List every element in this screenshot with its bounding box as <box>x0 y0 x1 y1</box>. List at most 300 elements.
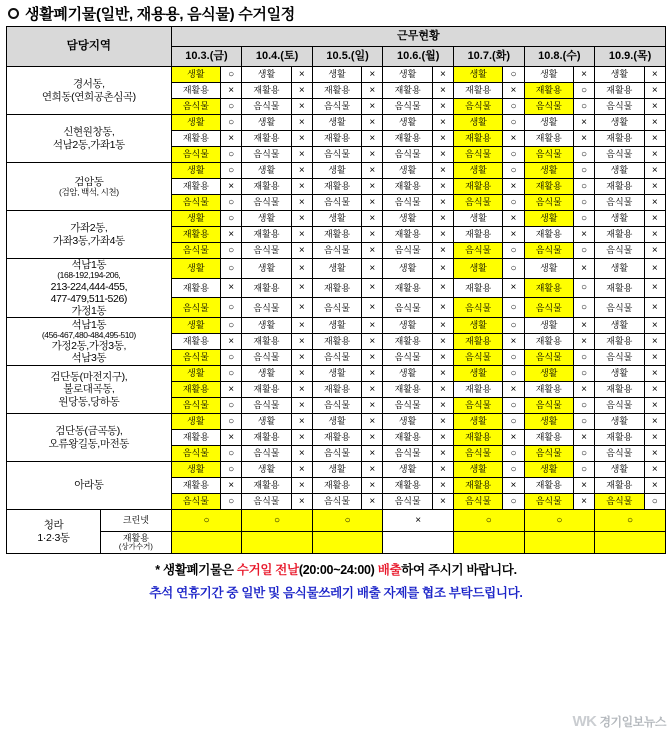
collection-mark-cell: × <box>644 83 665 99</box>
waste-type-cell: 음식물 <box>595 243 644 259</box>
waste-type-cell: 재활용 <box>312 478 361 494</box>
waste-type-cell: 음식물 <box>171 298 220 318</box>
waste-type-cell: 음식물 <box>312 350 361 366</box>
collection-mark-cell: × <box>432 195 453 211</box>
collection-mark-cell: × <box>362 147 383 163</box>
waste-type-cell: 재활용 <box>383 227 432 243</box>
collection-mark-cell: × <box>362 163 383 179</box>
waste-type-cell: 생활 <box>595 115 644 131</box>
collection-mark-cell: × <box>362 67 383 83</box>
collection-mark-cell: × <box>573 227 594 243</box>
collection-mark-cell: × <box>432 163 453 179</box>
waste-type-cell: 생활 <box>453 115 502 131</box>
waste-type-cell: 생활 <box>595 366 644 382</box>
table-row <box>7 67 666 83</box>
collection-mark-cell: ○ <box>573 179 594 195</box>
collection-mark-cell: × <box>503 478 524 494</box>
table-row <box>7 163 666 179</box>
waste-type-cell: 생활 <box>524 462 573 478</box>
collection-mark-cell: × <box>503 278 524 298</box>
waste-type-cell: 생활 <box>312 259 361 279</box>
region-line: 경서동, <box>72 78 105 91</box>
waste-type-cell: 음식물 <box>171 446 220 462</box>
page-title-text: 생활폐기물(일반, 재용용, 음식물) 수거일정 <box>25 5 295 23</box>
waste-type-cell: 음식물 <box>242 99 291 115</box>
waste-type-cell: 생활 <box>383 211 432 227</box>
collection-mark-cell: × <box>291 446 312 462</box>
collection-mark-cell: ○ <box>573 398 594 414</box>
collection-mark-cell: ○ <box>573 462 594 478</box>
collection-mark-cell: × <box>383 510 454 532</box>
waste-type-cell: 생활 <box>242 67 291 83</box>
collection-mark-cell: ○ <box>573 366 594 382</box>
waste-type-cell: 생활 <box>171 318 220 334</box>
collection-mark-cell: × <box>644 131 665 147</box>
waste-type-cell: 재활용 <box>312 278 361 298</box>
collection-mark-cell: ○ <box>171 510 242 532</box>
waste-type-cell: 생활 <box>242 259 291 279</box>
waste-type-cell: 음식물 <box>171 243 220 259</box>
waste-type-cell: 음식물 <box>453 243 502 259</box>
waste-type-cell: 음식물 <box>171 494 220 510</box>
waste-type-cell: 음식물 <box>171 147 220 163</box>
collection-mark-cell: × <box>291 227 312 243</box>
collection-mark-cell: ○ <box>221 243 242 259</box>
region-line: 청라 <box>43 519 64 532</box>
waste-type-cell: 음식물 <box>524 350 573 366</box>
collection-mark-cell: × <box>291 366 312 382</box>
waste-type-cell: 생활 <box>242 318 291 334</box>
collection-mark-cell: × <box>432 179 453 195</box>
collection-mark-cell: ○ <box>221 99 242 115</box>
waste-type-cell: 재활용 <box>453 227 502 243</box>
collection-mark-cell: × <box>432 478 453 494</box>
waste-type-cell: 음식물 <box>171 195 220 211</box>
collection-mark-cell: × <box>644 334 665 350</box>
waste-type-cell: 생활 <box>383 414 432 430</box>
waste-type-cell: 음식물 <box>453 494 502 510</box>
collection-mark-cell: × <box>362 131 383 147</box>
collection-mark-cell: × <box>644 398 665 414</box>
collection-mark-cell: ○ <box>221 195 242 211</box>
collection-mark-cell: × <box>644 298 665 318</box>
collection-mark-cell: × <box>644 67 665 83</box>
waste-type-cell: 생활 <box>312 414 361 430</box>
waste-type-cell: 생활 <box>171 211 220 227</box>
waste-type-cell: 생활 <box>383 462 432 478</box>
collection-mark-cell: ○ <box>595 510 666 532</box>
waste-type-cell: 음식물 <box>524 446 573 462</box>
waste-type-cell: 생활 <box>595 259 644 279</box>
collection-mark-cell: × <box>644 430 665 446</box>
collection-mark-cell: × <box>291 211 312 227</box>
waste-type-cell: 재활용 <box>312 227 361 243</box>
collection-mark-cell: × <box>573 430 594 446</box>
waste-type-cell: 음식물 <box>383 195 432 211</box>
collection-mark-cell: ○ <box>503 414 524 430</box>
waste-type-cell: 재활용 <box>171 382 220 398</box>
collection-mark-cell: ○ <box>503 366 524 382</box>
collection-mark-cell: ○ <box>503 350 524 366</box>
region-line: 오류왕길동,마전동 <box>48 437 130 450</box>
header-day-5: 10.8.(수) <box>524 47 595 67</box>
collection-mark-cell: × <box>362 478 383 494</box>
collection-mark-cell: ○ <box>573 278 594 298</box>
waste-type-cell: 재활용 <box>453 334 502 350</box>
collection-mark-cell: × <box>644 195 665 211</box>
bullet-circle-icon <box>8 8 19 19</box>
collection-mark-cell: × <box>291 298 312 318</box>
collection-mark-cell: × <box>221 382 242 398</box>
table-row <box>7 115 666 131</box>
collection-mark-cell: × <box>644 227 665 243</box>
waste-type-cell: 음식물 <box>242 298 291 318</box>
collection-mark-cell: × <box>362 382 383 398</box>
waste-type-cell: 생활 <box>312 318 361 334</box>
waste-type-cell: 재활용 <box>453 83 502 99</box>
watermark-text: 경기일보뉴스 <box>599 715 666 729</box>
collection-mark-cell: ○ <box>312 510 383 532</box>
collection-mark-cell <box>595 532 666 554</box>
header-day-3: 10.6.(월) <box>383 47 454 67</box>
collection-mark-cell: × <box>291 350 312 366</box>
collection-mark-cell: × <box>291 99 312 115</box>
collection-mark-cell: × <box>362 334 383 350</box>
collection-mark-cell: ○ <box>503 462 524 478</box>
region-line: 가좌3동,가좌4동 <box>52 234 125 247</box>
waste-type-cell: 생활 <box>242 163 291 179</box>
waste-type-cell: 재활용 <box>171 430 220 446</box>
waste-type-cell: 생활 <box>524 259 573 279</box>
waste-type-cell: 재활용 <box>312 334 361 350</box>
waste-type-cell: 음식물 <box>383 298 432 318</box>
waste-type-cell: 재활용 <box>595 278 644 298</box>
collection-mark-cell: ○ <box>503 398 524 414</box>
collection-mark-cell: ○ <box>503 195 524 211</box>
collection-mark-cell: × <box>573 334 594 350</box>
collection-mark-cell: ○ <box>221 259 242 279</box>
collection-mark-cell: ○ <box>221 350 242 366</box>
collection-mark-cell: ○ <box>503 446 524 462</box>
collection-mark-cell: × <box>503 430 524 446</box>
waste-type-cell: 음식물 <box>383 446 432 462</box>
waste-type-cell: 음식물 <box>524 298 573 318</box>
waste-type-cell: 생활 <box>453 211 502 227</box>
collection-mark-cell: × <box>573 131 594 147</box>
collection-mark-cell: × <box>644 179 665 195</box>
header-work-status: 근무현황 <box>171 27 665 47</box>
collection-mark-cell: × <box>362 99 383 115</box>
waste-type-cell: 생활 <box>171 462 220 478</box>
collection-mark-cell: ○ <box>221 298 242 318</box>
cheongna-line-label <box>101 510 172 532</box>
collection-mark-cell: × <box>362 83 383 99</box>
waste-type-cell: 재활용 <box>171 83 220 99</box>
region-line: 아라동 <box>74 479 104 492</box>
collection-mark-cell: ○ <box>221 398 242 414</box>
collection-mark-cell: × <box>221 227 242 243</box>
collection-mark-cell: × <box>503 211 524 227</box>
waste-type-cell: 생활 <box>312 211 361 227</box>
waste-type-cell: 음식물 <box>312 398 361 414</box>
waste-type-cell: 재활용 <box>242 278 291 298</box>
collection-mark-cell: × <box>573 318 594 334</box>
collection-mark-cell: × <box>362 179 383 195</box>
collection-mark-cell: × <box>432 494 453 510</box>
collection-mark-cell: × <box>362 366 383 382</box>
waste-type-cell: 재활용 <box>453 131 502 147</box>
collection-mark-cell: ○ <box>644 494 665 510</box>
region-cell <box>7 67 172 115</box>
collection-mark-cell: ○ <box>503 67 524 83</box>
waste-type-cell: 재활용 <box>524 382 573 398</box>
waste-type-cell: 생활 <box>242 414 291 430</box>
collection-mark-cell: ○ <box>573 243 594 259</box>
collection-mark-cell: × <box>221 278 242 298</box>
collection-mark-cell: × <box>362 115 383 131</box>
waste-type-cell: 재활용 <box>242 382 291 398</box>
table-row <box>7 259 666 279</box>
cheongna-label-line: 재활용 <box>122 533 149 544</box>
collection-mark-cell: × <box>291 382 312 398</box>
waste-type-cell: 재활용 <box>524 227 573 243</box>
waste-type-cell: 음식물 <box>171 398 220 414</box>
collection-mark-cell: × <box>291 334 312 350</box>
waste-type-cell: 음식물 <box>242 494 291 510</box>
waste-type-cell: 음식물 <box>595 446 644 462</box>
note1-part-c: 하여 주시기 바랍니다. <box>401 563 517 578</box>
waste-type-cell: 재활용 <box>595 131 644 147</box>
waste-type-cell: 음식물 <box>242 147 291 163</box>
table-row <box>7 510 666 532</box>
collection-mark-cell: × <box>291 259 312 279</box>
waste-type-cell: 생활 <box>595 163 644 179</box>
header-day-0: 10.3.(금) <box>171 47 242 67</box>
collection-mark-cell: × <box>432 318 453 334</box>
footer-notes <box>0 560 672 601</box>
waste-type-cell: 음식물 <box>453 350 502 366</box>
waste-type-cell: 생활 <box>524 366 573 382</box>
collection-mark-cell: ○ <box>221 211 242 227</box>
waste-type-cell: 음식물 <box>453 398 502 414</box>
waste-type-cell: 음식물 <box>312 147 361 163</box>
waste-type-cell: 생활 <box>383 67 432 83</box>
waste-type-cell: 생활 <box>171 163 220 179</box>
waste-type-cell: 재활용 <box>595 83 644 99</box>
collection-mark-cell: × <box>644 147 665 163</box>
waste-type-cell: 생활 <box>524 211 573 227</box>
waste-type-cell: 재활용 <box>595 179 644 195</box>
collection-mark-cell: × <box>221 478 242 494</box>
collection-mark-cell: × <box>362 398 383 414</box>
collection-mark-cell: × <box>362 462 383 478</box>
waste-type-cell: 음식물 <box>595 298 644 318</box>
region-cell <box>7 115 172 163</box>
waste-type-cell: 재활용 <box>242 227 291 243</box>
collection-mark-cell: × <box>221 131 242 147</box>
waste-type-cell: 음식물 <box>171 350 220 366</box>
header-day-6: 10.9.(목) <box>595 47 666 67</box>
region-line: 원당동,당하동 <box>58 395 120 408</box>
waste-type-cell: 생활 <box>312 462 361 478</box>
collection-mark-cell: × <box>221 179 242 195</box>
collection-mark-cell: × <box>291 147 312 163</box>
collection-mark-cell: × <box>432 398 453 414</box>
waste-type-cell: 생활 <box>171 259 220 279</box>
collection-mark-cell: × <box>432 227 453 243</box>
region-line: 신현원창동, <box>63 126 115 139</box>
collection-mark-cell: × <box>503 83 524 99</box>
waste-type-cell: 음식물 <box>312 195 361 211</box>
collection-mark-cell: × <box>362 259 383 279</box>
waste-type-cell: 생활 <box>171 366 220 382</box>
waste-type-cell: 생활 <box>171 67 220 83</box>
collection-mark-cell: ○ <box>573 99 594 115</box>
region-cell <box>7 163 172 211</box>
collection-mark-cell: × <box>291 398 312 414</box>
collection-mark-cell: × <box>432 366 453 382</box>
collection-mark-cell: × <box>291 67 312 83</box>
waste-type-cell: 재활용 <box>453 478 502 494</box>
region-line: 477-479,511-526) <box>50 292 127 305</box>
collection-mark-cell: × <box>644 350 665 366</box>
waste-type-cell: 음식물 <box>242 398 291 414</box>
waste-type-cell: 생활 <box>383 366 432 382</box>
page-title <box>0 0 672 26</box>
waste-type-cell: 재활용 <box>242 179 291 195</box>
waste-type-cell: 생활 <box>453 163 502 179</box>
waste-type-cell: 음식물 <box>242 446 291 462</box>
waste-type-cell: 재활용 <box>453 179 502 195</box>
waste-type-cell: 음식물 <box>524 147 573 163</box>
table-row <box>7 532 666 554</box>
note-line-2: 추석 연휴기간 중 일반 및 음식물쓰레기 배출 자제를 협조 부탁드립니다. <box>149 586 523 601</box>
waste-type-cell: 음식물 <box>524 494 573 510</box>
waste-type-cell: 생활 <box>383 259 432 279</box>
collection-mark-cell: × <box>362 318 383 334</box>
collection-mark-cell: × <box>221 334 242 350</box>
watermark <box>572 713 666 730</box>
collection-mark-cell: × <box>362 494 383 510</box>
waste-type-cell: 생활 <box>524 318 573 334</box>
collection-mark-cell: ○ <box>573 350 594 366</box>
waste-type-cell: 생활 <box>171 414 220 430</box>
collection-mark-cell: ○ <box>221 163 242 179</box>
waste-type-cell: 재활용 <box>171 334 220 350</box>
collection-mark-cell: × <box>291 462 312 478</box>
collection-mark-cell: ○ <box>573 298 594 318</box>
waste-type-cell: 생활 <box>312 163 361 179</box>
header-region: 담당지역 <box>7 27 172 67</box>
collection-mark-cell: × <box>221 83 242 99</box>
waste-type-cell: 음식물 <box>524 99 573 115</box>
waste-type-cell: 재활용 <box>383 334 432 350</box>
waste-type-cell: 생활 <box>312 366 361 382</box>
table-row <box>7 366 666 382</box>
waste-type-cell: 생활 <box>453 414 502 430</box>
collection-mark-cell <box>524 532 595 554</box>
waste-type-cell: 재활용 <box>524 179 573 195</box>
region-line: 석남1동 <box>71 259 107 271</box>
waste-type-cell: 재활용 <box>524 478 573 494</box>
waste-type-cell: 음식물 <box>453 195 502 211</box>
region-line: (검암, 백석, 시천) <box>59 186 119 197</box>
header-day-4: 10.7.(화) <box>453 47 524 67</box>
collection-mark-cell: × <box>362 227 383 243</box>
waste-type-cell: 음식물 <box>383 494 432 510</box>
region-line: 가정1동 <box>71 304 107 317</box>
table-row <box>7 211 666 227</box>
waste-type-cell: 재활용 <box>524 83 573 99</box>
waste-type-cell: 재활용 <box>242 334 291 350</box>
collection-mark-cell: × <box>291 195 312 211</box>
region-line: (456-467,480-484,495-510) <box>41 329 136 340</box>
waste-type-cell: 재활용 <box>171 227 220 243</box>
waste-type-cell: 생활 <box>383 115 432 131</box>
region-line: 가정2동,가정3동, <box>51 340 127 353</box>
region-line: 석남3동 <box>71 352 107 365</box>
collection-mark-cell: × <box>644 259 665 279</box>
collection-mark-cell: ○ <box>524 510 595 532</box>
collection-schedule-table <box>6 26 666 554</box>
collection-mark-cell: × <box>644 478 665 494</box>
collection-mark-cell <box>312 532 383 554</box>
collection-mark-cell: ○ <box>221 446 242 462</box>
waste-type-cell: 재활용 <box>383 131 432 147</box>
collection-mark-cell: × <box>503 131 524 147</box>
waste-type-cell: 음식물 <box>383 243 432 259</box>
collection-mark-cell <box>242 532 313 554</box>
table-row <box>7 318 666 334</box>
cheongna-label-line: (상가수거) <box>118 542 153 552</box>
collection-mark-cell: × <box>503 179 524 195</box>
collection-mark-cell: ○ <box>503 259 524 279</box>
note1-part-a: * 생활폐기물은 <box>155 563 237 578</box>
waste-type-cell: 생활 <box>595 318 644 334</box>
waste-type-cell: 생활 <box>524 414 573 430</box>
collection-mark-cell: ○ <box>242 510 313 532</box>
region-cell <box>7 211 172 259</box>
collection-mark-cell: × <box>291 115 312 131</box>
waste-type-cell: 생활 <box>383 318 432 334</box>
collection-mark-cell: × <box>432 382 453 398</box>
collection-mark-cell: × <box>432 131 453 147</box>
collection-mark-cell: × <box>362 243 383 259</box>
waste-type-cell: 생활 <box>312 67 361 83</box>
region-line: 가좌2동, <box>70 222 108 235</box>
collection-mark-cell: × <box>573 494 594 510</box>
collection-mark-cell: × <box>644 163 665 179</box>
collection-mark-cell: × <box>432 115 453 131</box>
collection-mark-cell: ○ <box>221 462 242 478</box>
collection-mark-cell: ○ <box>221 414 242 430</box>
waste-type-cell: 생활 <box>595 211 644 227</box>
header-day-2: 10.5.(일) <box>312 47 383 67</box>
waste-type-cell: 생활 <box>453 318 502 334</box>
collection-mark-cell: × <box>432 147 453 163</box>
collection-mark-cell: × <box>432 83 453 99</box>
waste-type-cell: 음식물 <box>312 243 361 259</box>
region-cell <box>7 318 172 366</box>
collection-mark-cell: × <box>432 446 453 462</box>
waste-type-cell: 생활 <box>524 67 573 83</box>
region-line: (168-192,194-206, <box>57 270 121 281</box>
region-line: 석남2동,가좌1동 <box>52 138 125 151</box>
note1-red-1: 수거일 전날 <box>236 563 299 578</box>
collection-mark-cell: × <box>644 211 665 227</box>
region-line: 213-224,444-455, <box>50 280 128 293</box>
waste-type-cell: 생활 <box>242 115 291 131</box>
